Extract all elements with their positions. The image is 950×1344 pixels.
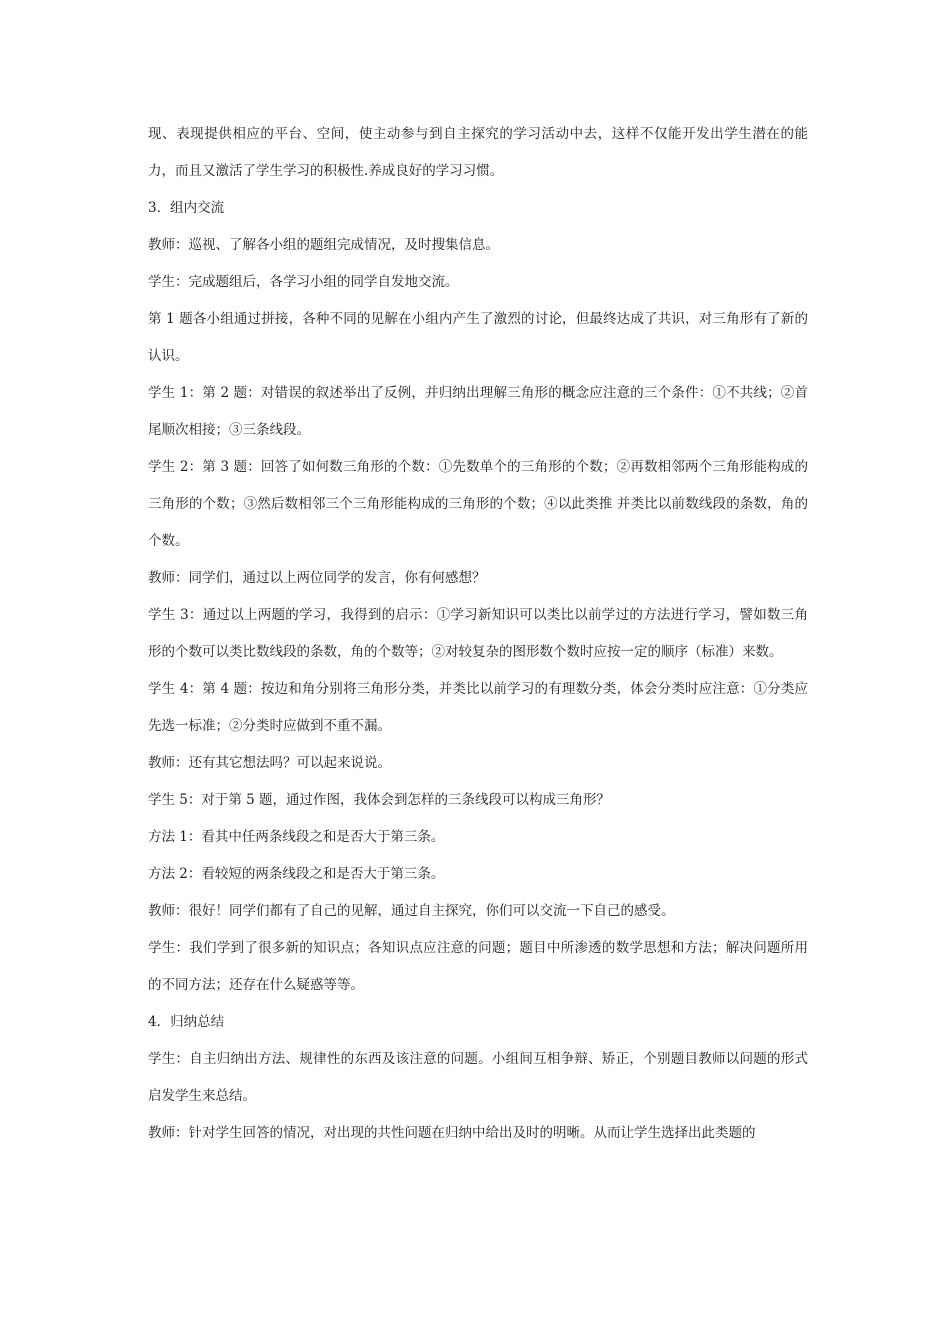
document-page — [148, 116, 808, 1152]
section-heading-summary: 4．归纳总结 — [148, 1014, 225, 1030]
paragraph-continuation: 现、表现提供相应的平台、空间，使主动参与到自主探究的学习活动中去，这样不仅能开发出学生潜在的能力，而且又激活了学生学习的积极性.养成良好的学习习惯。 — [148, 126, 808, 179]
paragraph-question-1: 第 1 题各小组通过拼接，各种不同的见解在小组内产生了激烈的讨论，但最终达成了共识，对三角形有了新的认识。 — [148, 311, 808, 364]
paragraph-teacher-praise: 教师：很好！同学们都有了自己的见解，通过自主探究，你们可以交流一下自己的感受。 — [148, 903, 675, 919]
paragraph-teacher-prompt: 教师：还有其它想法吗？可以起来说说。 — [148, 755, 391, 771]
paragraph-teacher-patrol: 教师：巡视、了解各小组的题组完成情况，及时搜集信息。 — [148, 237, 499, 253]
paragraph-teacher-clarify: 教师：针对学生回答的情况，对出现的共性问题在归纳中给出及时的明晰。从而让学生选择出此类题的 — [148, 1125, 756, 1141]
paragraph-method-1: 方法 1：看其中任两条线段之和是否大于第三条。 — [148, 829, 445, 845]
paragraph-student-summary: 学生：我们学到了很多新的知识点；各知识点应注意的问题；题目中所渗透的数学思想和方法；解决问题所用的不同方法；还存在什么疑惑等等。 — [148, 940, 808, 993]
section-heading-group-exchange: 3．组内交流 — [148, 200, 225, 216]
paragraph-student-induction: 学生：自主归纳出方法、规律性的东西及该注意的问题。小组间互相争辩、矫正，个别题目教师以问题的形式启发学生来总结。 — [148, 1051, 808, 1104]
paragraph-student-4: 学生 4：第 4 题：按边和角分别将三角形分类，并类比以前学习的有理数分类，体会分类时应注意：①分类应先选一标准；②分类时应做到不重不漏。 — [148, 681, 808, 734]
paragraph-teacher-question: 教师：同学们，通过以上两位同学的发言，你有何感想？ — [148, 570, 486, 586]
paragraph-student-5: 学生 5：对于第 5 题，通过作图，我体会到怎样的三条线段可以构成三角形？ — [148, 792, 611, 808]
paragraph-student-1: 学生 1：第 2 题：对错误的叙述举出了反例，并归纳出理解三角形的概念应注意的三个条件：①不共线；②首尾顺次相接；③三条线段。 — [148, 385, 808, 438]
paragraph-method-2: 方法 2：看较短的两条线段之和是否大于第三条。 — [148, 866, 445, 882]
paragraph-student-3: 学生 3：通过以上两题的学习，我得到的启示：①学习新知识可以类比以前学过的方法进行学习，譬如数三角形的个数可以类比数线段的条数，角的个数等；②对较复杂的图形数个数时应按一定的顺序（标准）来数。 — [148, 607, 808, 660]
paragraph-student-exchange: 学生：完成题组后，各学习小组的同学自发地交流。 — [148, 274, 459, 290]
paragraph-student-2: 学生 2：第 3 题：回答了如何数三角形的个数：①先数单个的三角形的个数；②再数相邻两个三角形能构成的三角形的个数；③然后数相邻三个三角形能构成的三角形的个数；④以此类推 并类比以前数线段的条数，角的个数。 — [148, 459, 808, 549]
